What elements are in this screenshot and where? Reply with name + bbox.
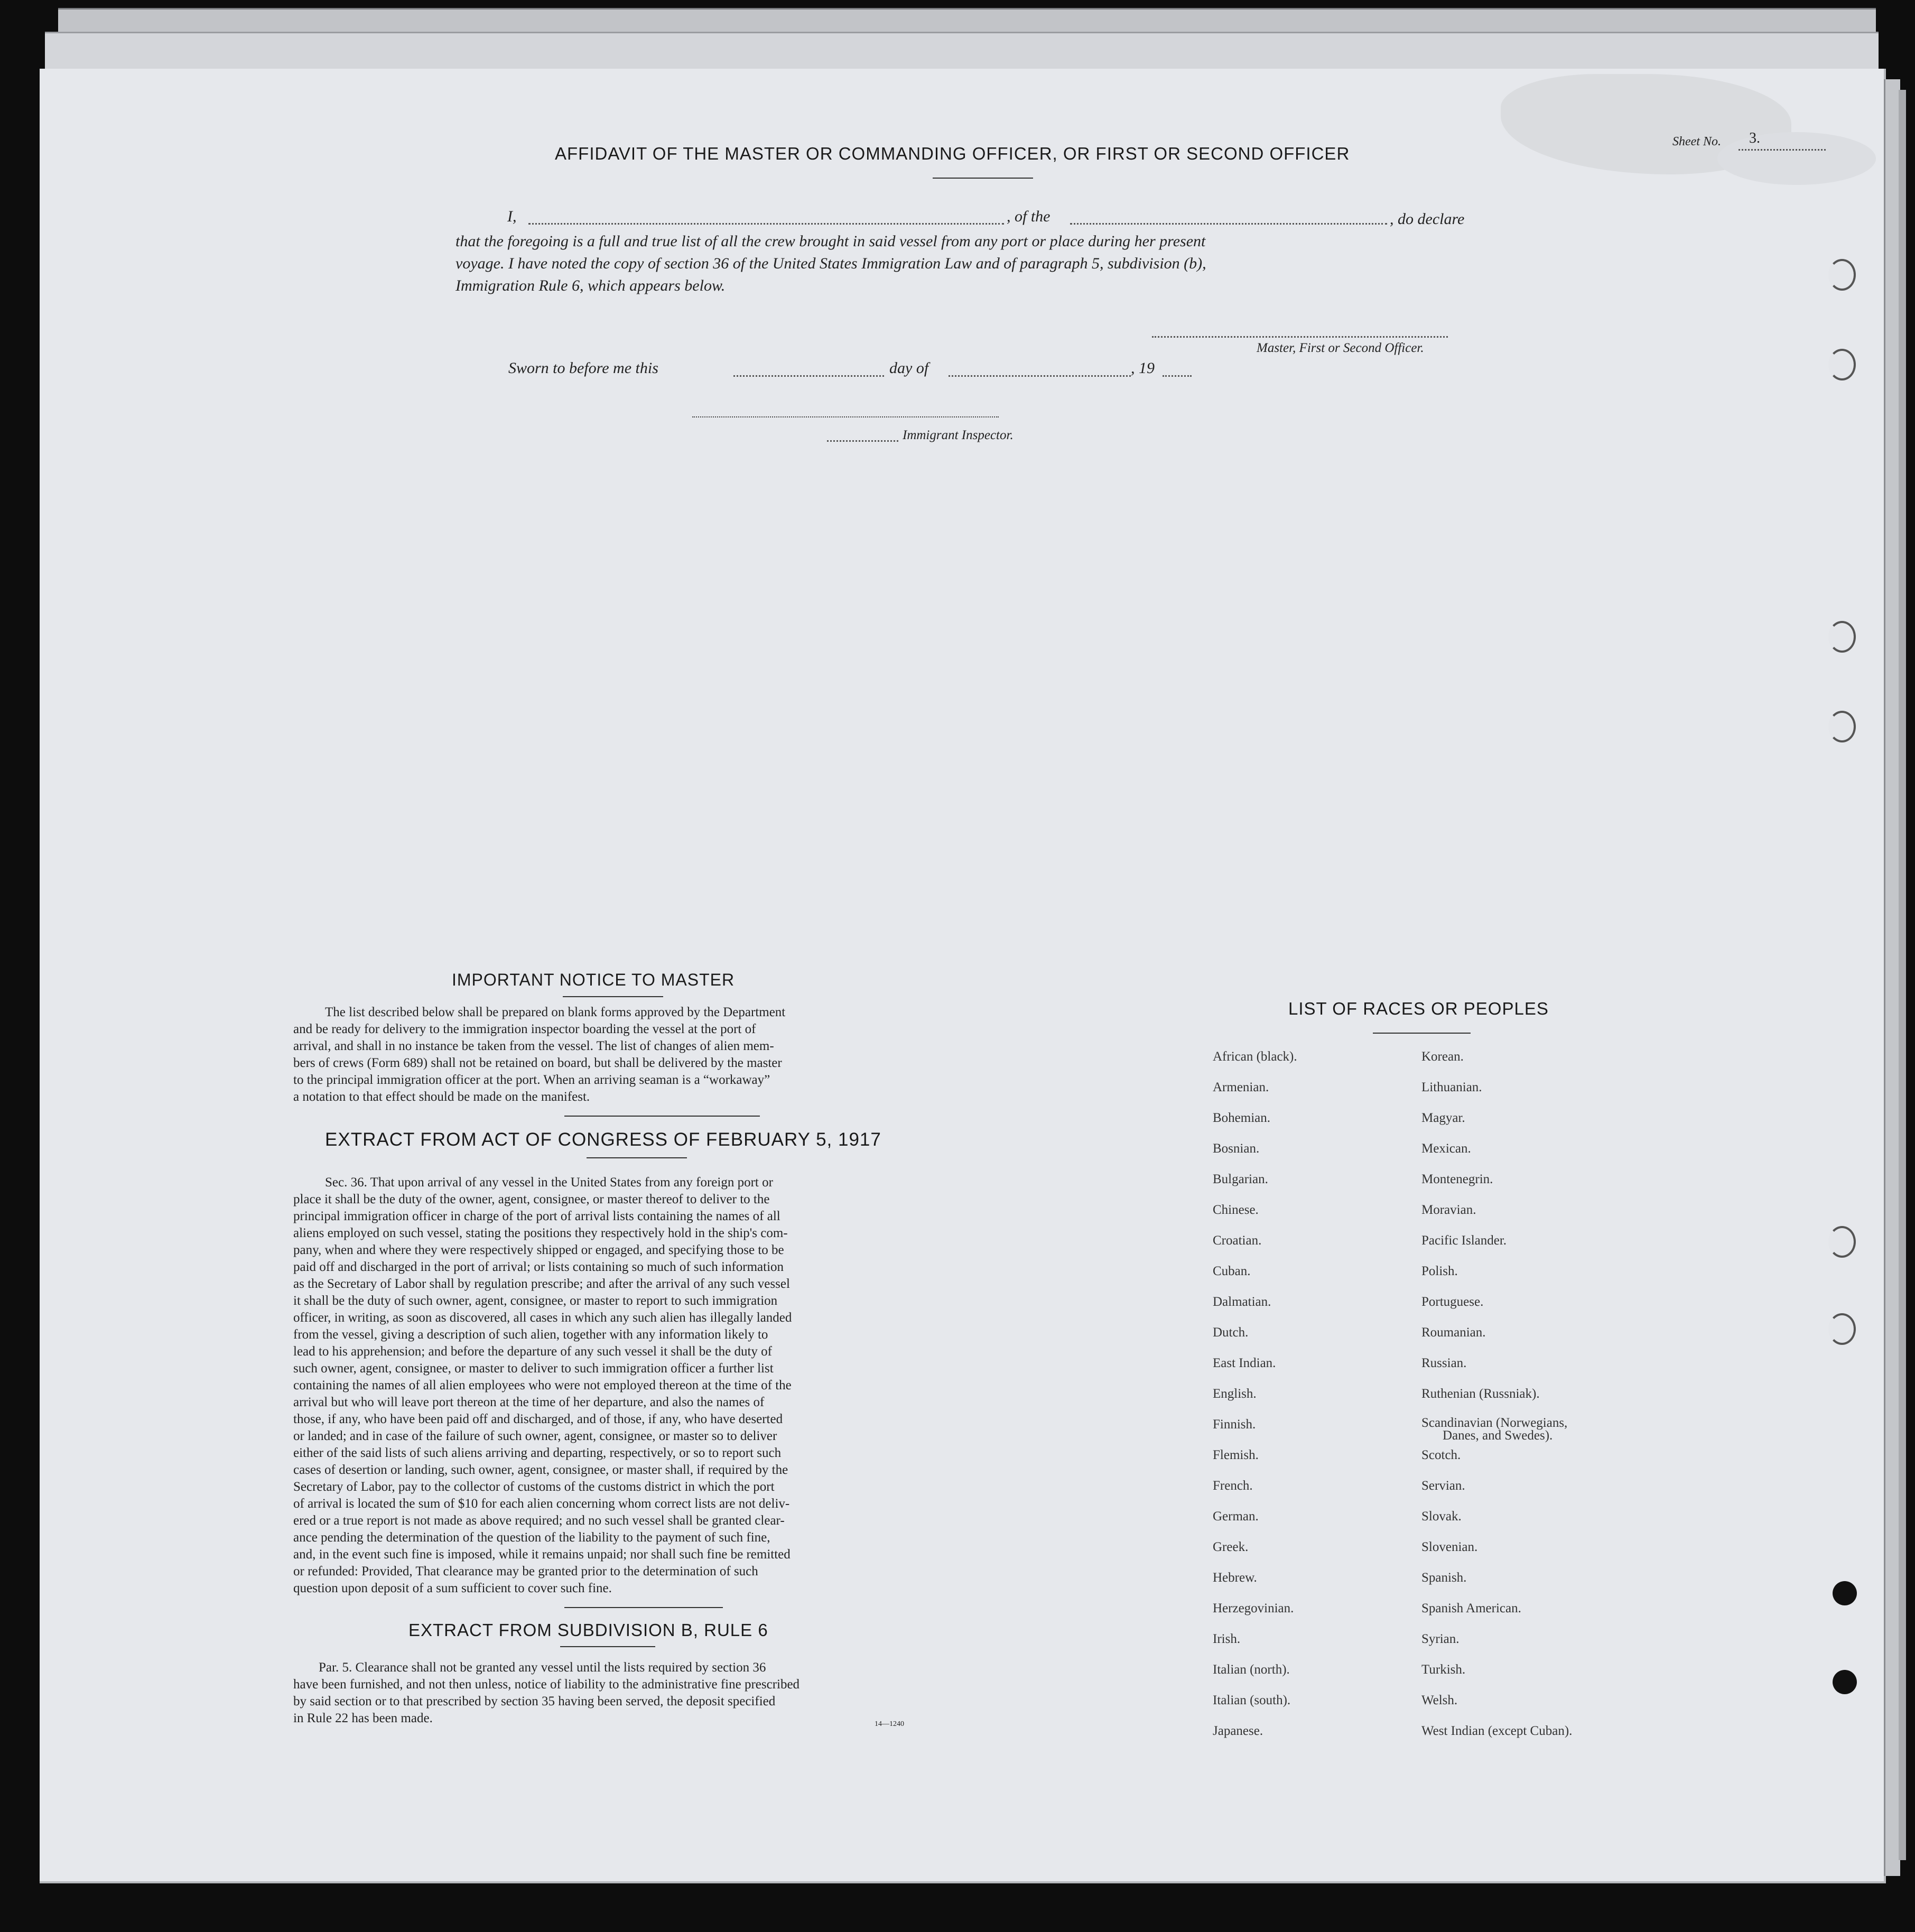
race-item: East Indian. <box>1213 1356 1276 1370</box>
race-item: Bulgarian. <box>1213 1172 1268 1186</box>
month-field[interactable] <box>949 375 1131 377</box>
race-item: Roumanian. <box>1421 1325 1486 1340</box>
binding-hole <box>1833 1670 1857 1694</box>
water-stain-2 <box>1717 132 1876 185</box>
act-line: officer, in writing, as soon as discovered, all cases in which any such alien has illegally landed <box>293 1311 792 1325</box>
act-line: from the vessel, giving a description of such alien, together with any information likely to <box>293 1327 768 1342</box>
rule-line: have been furnished, and not then unless, notice of liability to the administrative fine prescribed <box>293 1677 800 1692</box>
affidavit-i: I, <box>507 208 517 225</box>
punch-hole <box>1828 1226 1856 1258</box>
inspector-label: Immigrant Inspector. <box>903 428 1014 442</box>
day-of-label: day of <box>889 359 929 377</box>
race-item: Bosnian. <box>1213 1141 1260 1156</box>
affidavit-line2: that the foregoing is a full and true list of all the crew brought in said vessel from any port or place during her present <box>455 233 1206 250</box>
notice-divider <box>564 1116 760 1117</box>
races-left-column <box>1213 1049 1297 1754</box>
race-item: Croatian. <box>1213 1233 1262 1248</box>
act-title: EXTRACT FROM ACT OF CONGRESS OF FEBRUARY 5, 1917 <box>325 1129 881 1150</box>
punch-hole <box>1828 711 1856 742</box>
rule-line: in Rule 22 has been made. <box>293 1711 433 1725</box>
act-line: such owner, agent, consignee, or master to deliver to such immigration officer a further list <box>293 1361 774 1376</box>
race-item: African (black). <box>1213 1049 1297 1064</box>
race-item: Lithuanian. <box>1421 1080 1482 1094</box>
vessel-field[interactable] <box>1070 223 1387 225</box>
year-label: , 19 <box>1131 359 1155 377</box>
notice-line: The list described below shall be prepared on blank forms approved by the Department <box>325 1005 786 1019</box>
race-item: Scandinavian (Norwegians, <box>1421 1416 1568 1430</box>
race-item-continued: Danes, and Swedes). <box>1443 1428 1553 1443</box>
act-body <box>293 1174 930 1597</box>
race-item: Pacific Islander. <box>1421 1233 1507 1248</box>
affidavit-title: AFFIDAVIT OF THE MASTER OR COMMANDING OFFICER, OR FIRST OR SECOND OFFICER <box>555 144 1350 163</box>
act-line: those, if any, who have been paid off and discharged, and of those, if any, who have deserted <box>293 1412 783 1426</box>
act-line: Secretary of Labor, pay to the collector of customs of the customs district in which the port <box>293 1480 775 1494</box>
act-line: either of the said lists of such aliens arriving and departing, respectively, or so to report such <box>293 1446 782 1460</box>
race-item: Scotch. <box>1421 1448 1461 1462</box>
rule-line: Par. 5. Clearance shall not be granted any vessel until the lists required by section 36 <box>319 1660 766 1675</box>
race-item: Japanese. <box>1213 1724 1263 1738</box>
act-underline <box>587 1157 687 1158</box>
signature-field[interactable] <box>1152 336 1448 338</box>
race-item: Spanish. <box>1421 1571 1467 1585</box>
act-line: paid off and discharged in the port of arrival; or lists containing so much of such information <box>293 1260 784 1274</box>
act-line: ered or a true report is not made as above required; and no such vessel shall be granted clear- <box>293 1513 785 1528</box>
race-item: Hebrew. <box>1213 1571 1257 1585</box>
race-item: Mexican. <box>1421 1141 1471 1156</box>
notice-line: to the principal immigration officer at the port. When an arriving seaman is a “workaway” <box>293 1073 770 1087</box>
act-line: aliens employed on such vessel, stating the positions they respectively hold in the ship's com- <box>293 1226 788 1240</box>
race-item: Flemish. <box>1213 1448 1259 1462</box>
races-title: LIST OF RACES OR PEOPLES <box>1288 999 1549 1018</box>
act-line: or landed; and in case of the failure of such owner, agent, consignee, or master so to deliver <box>293 1429 777 1443</box>
race-item: Dalmatian. <box>1213 1295 1271 1309</box>
sheet-number-label: Sheet No. <box>1672 135 1721 148</box>
title-underline <box>933 178 1033 179</box>
race-item: Welsh. <box>1421 1693 1458 1707</box>
affidavit-declare: , do declare <box>1390 210 1465 228</box>
day-field[interactable] <box>733 375 884 377</box>
affidavit-line3: voyage. I have noted the copy of section 36 of the United States Immigration Law and of paragraph 5, subdivision (b), <box>455 255 1206 272</box>
race-item: Turkish. <box>1421 1662 1466 1677</box>
race-item: Cuban. <box>1213 1264 1251 1278</box>
act-line: containing the names of all alien employees who were not employed thereon at the time of the <box>293 1378 792 1392</box>
race-item: Ruthenian (Russniak). <box>1421 1387 1540 1401</box>
inspector-signature-field[interactable] <box>692 416 999 417</box>
race-item: Syrian. <box>1421 1632 1460 1646</box>
act-line: cases of desertion or landing, such owner, agent, consignee, or master shall, if required by the <box>293 1463 788 1477</box>
rule-body <box>293 1659 930 1727</box>
notice-title: IMPORTANT NOTICE TO MASTER <box>452 970 735 989</box>
race-item: Montenegrin. <box>1421 1172 1493 1186</box>
rule-underline <box>560 1646 655 1647</box>
notice-line: bers of crews (Form 689) shall not be retained on board, but shall be delivered by the master <box>293 1056 782 1070</box>
act-line: or refunded: Provided, That clearance may be granted prior to the determination of such <box>293 1564 758 1578</box>
race-item: Russian. <box>1421 1356 1467 1370</box>
sworn-label: Sworn to before me this <box>508 359 658 377</box>
race-item: Italian (north). <box>1213 1662 1290 1677</box>
rule-line: by said section or to that prescribed by section 35 having been served, the deposit specified <box>293 1694 776 1708</box>
notice-line: and be ready for delivery to the immigration inspector boarding the vessel at the port of <box>293 1022 756 1036</box>
act-line: place it shall be the duty of the owner, agent, consignee, or master thereof to deliver to the <box>293 1192 770 1206</box>
race-item: French. <box>1213 1479 1253 1493</box>
notice-underline <box>563 996 663 997</box>
race-item: Chinese. <box>1213 1203 1259 1217</box>
punch-hole <box>1828 259 1856 291</box>
race-item: Irish. <box>1213 1632 1241 1646</box>
sheet-number-value: 3. <box>1749 130 1760 146</box>
act-line: pany, when and where they were respectively shipped or engaged, and specifying those to be <box>293 1243 784 1257</box>
affidavit-line4: Immigration Rule 6, which appears below. <box>455 277 726 294</box>
act-line: it shall be the duty of such owner, agent, consignee, or master to report to such immigration <box>293 1294 778 1308</box>
race-item: Moravian. <box>1421 1203 1476 1217</box>
act-line: of arrival is located the sum of $10 for each alien concerning whom correct lists are not deliv- <box>293 1497 790 1511</box>
race-item: Finnish. <box>1213 1417 1256 1432</box>
page-sheet <box>40 69 1886 1883</box>
race-item: Armenian. <box>1213 1080 1269 1094</box>
act-line: principal immigration officer in charge of the port of arrival lists containing the names of all <box>293 1209 780 1223</box>
race-item: Portuguese. <box>1421 1295 1484 1309</box>
race-item: Greek. <box>1213 1540 1249 1554</box>
act-line: question upon deposit of a sum sufficient to cover such fine. <box>293 1581 612 1595</box>
binding-hole <box>1833 1581 1857 1605</box>
race-item: Spanish American. <box>1421 1601 1521 1615</box>
race-item: German. <box>1213 1509 1259 1524</box>
race-item: Magyar. <box>1421 1111 1465 1125</box>
act-line: Sec. 36. That upon arrival of any vessel in the United States from any foreign port or <box>325 1175 773 1190</box>
race-item: Korean. <box>1421 1049 1464 1064</box>
notice-line: arrival, and shall in no instance be taken from the vessel. The list of changes of alien mem- <box>293 1039 774 1053</box>
affidavit-of-the: , of the <box>1007 208 1051 225</box>
notice-body <box>293 1004 930 1106</box>
signature-label: Master, First or Second Officer. <box>1257 341 1424 355</box>
page-edge-right <box>1884 79 1900 1876</box>
race-item: Dutch. <box>1213 1325 1249 1340</box>
act-line: ance pending the determination of the question of the liability to the payment of such fine, <box>293 1530 770 1545</box>
act-line: lead to his apprehension; and before the departure of any such vessel it shall be the duty of <box>293 1344 772 1359</box>
race-item: Servian. <box>1421 1479 1465 1493</box>
race-item: Bohemian. <box>1213 1111 1271 1125</box>
race-item: Slovenian. <box>1421 1540 1478 1554</box>
year-field[interactable] <box>1163 375 1192 377</box>
race-item: Italian (south). <box>1213 1693 1291 1707</box>
act-line: arrival but who will leave port thereon at the time of her departure, and also the names of <box>293 1395 765 1409</box>
form-code: 14—1240 <box>875 1720 904 1728</box>
punch-hole <box>1828 621 1856 653</box>
race-item-scandinavian <box>1421 1417 1572 1447</box>
act-line: as the Secretary of Labor shall by regulation prescribe; and after the arrival of any such vessel <box>293 1277 790 1291</box>
act-divider <box>564 1607 723 1608</box>
punch-hole <box>1828 349 1856 380</box>
notice-line: a notation to that effect should be made on the manifest. <box>293 1090 590 1104</box>
punch-hole <box>1828 1313 1856 1345</box>
race-item: West Indian (except Cuban). <box>1421 1724 1573 1738</box>
race-item: Slovak. <box>1421 1509 1462 1524</box>
race-item: Herzegovinian. <box>1213 1601 1294 1615</box>
race-item: Polish. <box>1421 1264 1458 1278</box>
race-item: English. <box>1213 1387 1257 1401</box>
races-right-column <box>1421 1049 1572 1754</box>
act-line: and, in the event such fine is imposed, while it remains unpaid; nor shall such fine be remitted <box>293 1547 791 1562</box>
page-edge-right-shadow <box>1899 90 1906 1860</box>
races-underline <box>1373 1033 1471 1034</box>
sheet-number-line <box>1739 149 1826 151</box>
inspector-prefix-line <box>827 440 898 442</box>
rule-title: EXTRACT FROM SUBDIVISION B, RULE 6 <box>408 1620 768 1640</box>
name-field[interactable] <box>528 223 1004 225</box>
